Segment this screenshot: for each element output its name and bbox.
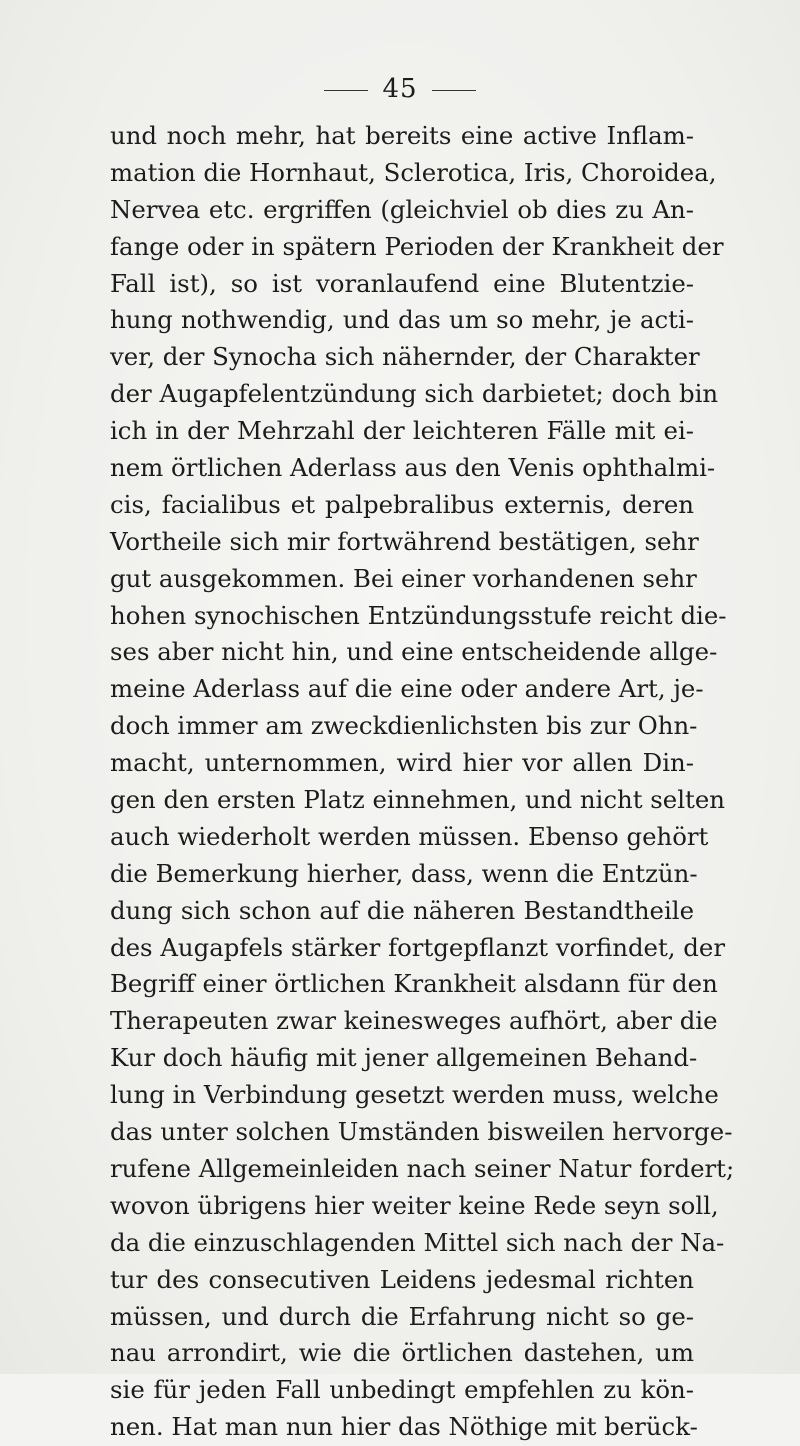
text-line: tur des consecutiven Leidens jedesmal richten [110, 1264, 694, 1294]
text-line: dung sich schon auf die näheren Bestandtheile [110, 895, 694, 925]
text-line: macht, unternommen, wird hier vor allen Din- [110, 748, 694, 778]
text-line: rufene Allgemeinleiden nach seiner Natur fordert; [110, 1153, 735, 1183]
text-line: und noch mehr, hat bereits eine active Inflam- [110, 121, 694, 150]
text-line: der Augapfelentzündung sich darbietet; doch bin [110, 379, 719, 409]
text-line: ses aber nicht hin, und eine entscheidende allge- [110, 637, 718, 667]
text-line: Nervea etc. ergriffen (gleichviel ob dies zu An- [110, 194, 694, 224]
text-line: sie für jeden Fall unbedingt empfehlen zu kön- [110, 1375, 694, 1405]
text-line: die Bemerkung hierher, dass, wenn die Entzün- [110, 858, 698, 888]
text-line: nau arrondirt, wie die örtlichen dastehen, um [110, 1338, 694, 1368]
text-line: das unter solchen Umständen bisweilen hervorge- [110, 1117, 733, 1147]
text-line: doch immer am zweckdienlichsten bis zur Ohn- [110, 711, 698, 741]
text-line: auch wiederholt werden müssen. Ebenso gehört [110, 821, 709, 851]
text-line: hohen synochischen Entzündungsstufe reicht die- [110, 600, 727, 630]
text-line: ver, der Synocha sich nähernder, der Charakter [110, 342, 700, 372]
text-line: Vortheile sich mir fortwährend bestätigen, sehr [110, 526, 699, 556]
text-line: Fall ist), so ist voranlaufend eine Blutentzie- [110, 268, 694, 298]
text-line: meine Aderlass auf die eine oder andere Art, je- [110, 674, 704, 704]
text-line: hung nothwendig, und das um so mehr, je acti- [110, 305, 694, 335]
text-line: nen. Hat man nun hier das Nöthige mit berück- [110, 1412, 698, 1442]
text-line: gen den ersten Platz einnehmen, und nicht selten [110, 785, 725, 815]
text-line: cis, facialibus et palpebralibus externis, deren [110, 489, 694, 519]
text-line: Kur doch häufig mit jener allgemeinen Behand- [110, 1043, 698, 1073]
text-line: gut ausgekommen. Bei einer vorhandenen sehr [110, 563, 697, 593]
text-line: müssen, und durch die Erfahrung nicht so ge- [110, 1301, 694, 1331]
text-line: fange oder in spätern Perioden der Krankheit der [110, 231, 724, 261]
text-line: Begriff einer örtlichen Krankheit alsdann für den [110, 969, 718, 999]
page-number: 45 [382, 74, 418, 104]
header-dash-left [324, 90, 368, 91]
text-line: des Augapfels stärker fortgepflanzt vorfindet, der [110, 932, 726, 962]
text-line: lung in Verbindung gesetzt werden muss, welche [110, 1080, 719, 1110]
text-line: nem örtlichen Aderlass aus den Venis ophthalmi- [110, 453, 716, 483]
page-header [0, 74, 800, 104]
text-line: Therapeuten zwar keinesweges aufhört, aber die [110, 1006, 718, 1036]
text-line: da die einzuschlagenden Mittel sich nach der Na- [110, 1227, 725, 1257]
text-line: ich in der Mehrzahl der leichteren Fälle mit ei- [110, 416, 694, 446]
text-line: mation die Hornhaut, Sclerotica, Iris, Choroidea, [110, 157, 717, 187]
header-dash-right [432, 90, 476, 91]
body-text [110, 118, 735, 1446]
text-line: wovon übrigens hier weiter keine Rede seyn soll, [110, 1190, 719, 1220]
